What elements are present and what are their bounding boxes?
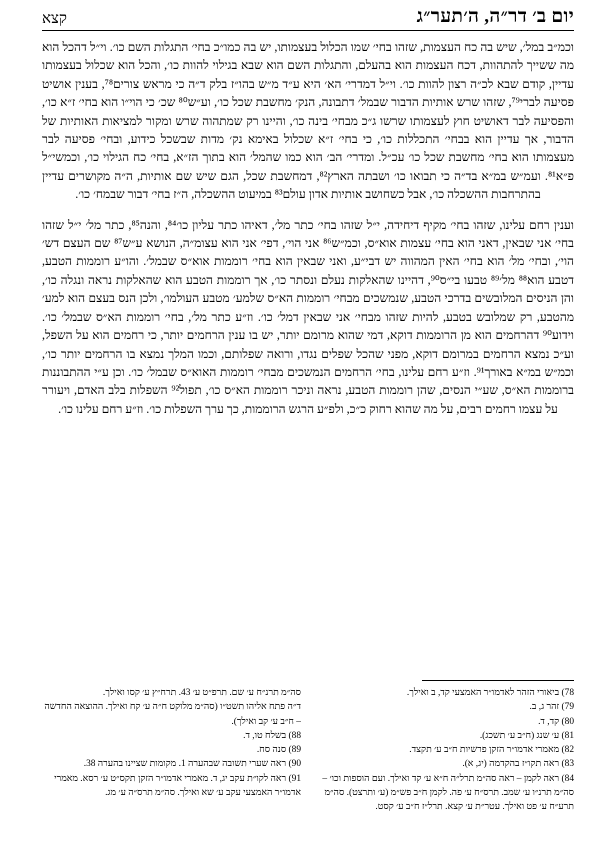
running-header xyxy=(42,4,574,31)
paragraph-1: וכמ״ב במל׳, שיש בה כח העצמות, שזהו בחי׳ שמו הכלול בעצמותו, יש בה כמו״כ בחי׳ התגלות השם כו׳. וי״ל דהכל הוא מה ששייך להתהוות, דכח העצמות הוא בהעלם, והתגלות השם הוא שבא בגילוי להוות כו׳, והכל הוא שכלול בעצמותו עדיין, קודם שבא לכ״ה רצון להוות כו׳. וי״ל דמדרי׳ הא׳ היא ע״ד מ״ש בהו״ז בלק ד״ה כי מראש צורים⁷⁸, בענין אושיט פסיעה לברי⁷⁹, שזהו שרש אותיות הדבור שבמל׳ דתבונה, הנק׳ מחשבת שכל כו׳, וע״ש⁸⁰ שכ׳ כי הוי״ו הוא בחי׳ ז״א כו׳, והפסיעה לבר דאושיט חוץ לעצמותו שרשו ג״כ מבחי׳ בינה כו׳, והיינו רק שמתהוה שרש ומקור למציאות האותיות של הדבור, אך עדיין הוא בבחי׳ התכללות כו׳, כי בחי׳ ז״א שכלול באימא נק׳ מדות שבשכל כידוע, ובחי׳ פסיעה לבר מעצמותו הוא בחי׳ מחשבת שכל כו׳ עכ״ל. ומדרי׳ הב׳ הוא כמו שהמל׳ הוא בתוך הז״א, בחי׳ כח הגילוי כו׳, וכמשי״ל פ״א⁸¹. ועמ״ש במ״א בד״ה כי תבואו כו׳ ושבתה הארץ⁸², דמחשבת שכל, הגם שיש שם אותיות, ה״ה מקושרים עדיין בהתרחבות ההשכלה כו׳, אבל כשחושב אותיות אדון עולם⁸³ במיעוט ההשכלה, ה״ז בחי׳ דבור שבמח׳ כו׳. xyxy=(42,40,575,202)
footnote: 80) קד, ד. xyxy=(538,716,574,727)
footnote: 82) מאמרי אדמו״ר הזקן פרשיות ח״ב ע׳ תקצד. xyxy=(409,745,574,756)
footnote-separator xyxy=(422,680,574,681)
footnotes xyxy=(42,686,574,846)
footnote: 78) ביאורי הזהר לאדמו״ר האמצעי קד, ב ואילך. xyxy=(406,688,574,698)
footnote: 91) ראה לקו״ת עקב יג, ד. מאמרי אדמו״ר הזקן תקס״ט ע׳ רסא. מאמרי אדמו״ר האמצעי עקב ע׳ שא ואילך. סה״מ תרס״ה ע׳ מג. xyxy=(54,773,301,799)
paragraph-2: וענין רחם עלינו, שזהו בחי׳ מקיף דיחידה, י״ל שזהו בחי׳ כתר מל׳, דאיהו כתר עליון כו׳⁸⁴, והנה⁸⁵, כתר מל׳ י״ל שזהו בחי׳ אני שבאין, דאני הוא בחי׳ עצמות אוא״ס, וכמ״ש⁸⁶ אני הוי׳, דפי׳ אני הוא עצומ״ה, הנושא ע״ש⁸⁷ שם העצם דש׳ הוי׳, ובחי׳ מל׳ הוא בחי׳ האין המהווה יש דבי״ע, ואני שבאין הוא בחי׳ רוממות אוא״ס שבמל׳. והו״ע רוממות הטבע, דטבע הוא⁸⁸ מל׳⁸⁹ טבעו בי״ס⁹⁰, דהיינו שהאלקות נעלם ונסתר כו׳, אך רוממות הטבע הוא שהאלקות נראה ונגלה כו׳, והן הניסים המלובשים בדרכי הטבע, שנמשכים מבחי׳ רוממות הא״ס שלמע׳ מטבע העולמו׳, ולכן הנס בעצם הוא למע׳ מהטבע, רק שמלובש בטבע, להיות שזהו מבחי׳ אני שבאין דמל׳ כו׳. וז״ע כתר מל׳, בחי׳ רוממות הא״ס שבמל׳ כו׳. וידוע⁹⁰ דהרחמים הוא מן הרוממות דוקא, דמי שהוא מרומם יותר, יש בו ענין הרחמים יותר, כי רחמים הוא על השפל, וע״כ נמצא הרחמים במרומם דוקא, מפני שהכל שפלים נגדו, ורואה שפלותם, וכמו המלך נמצא בו הרחמים יותר כו׳, וכמ״ש במ״א באורך⁹¹. וז״ע רחם עלינו, בחי׳ הרחמים הנמשכים מבחי׳ רוממות האוא״ס שבמל׳ כו׳. וכן ע״י ההתבוננות ברוממות הא״ס, שע״י הנסים, שהן רוממות הטבע, נראה וניכר רוממות הא״ס כו׳, תפול⁹² השפלות בלב האדם, ויעורר על עצמו רחמים רבים, על מה שהוא רחוק כ״כ, ולפ״ע הרגש הרוממות, כך ערך השפלות כו׳. וז״ע רחם עלינו כו׳. xyxy=(42,217,574,416)
footnote: 89) סנה סח. xyxy=(256,745,301,756)
footnote: סה״מ תרנ״ח ע׳ שם. תרפ״ט ע׳ 43. תרח״ץ ע׳ קסו ואילך. xyxy=(102,688,301,698)
footnote: 83) ראה תקו״ז בהקדמה (יג, א). xyxy=(462,759,574,770)
footnote: 88) בשלח טו, ד. xyxy=(243,730,301,741)
page-number: קצא xyxy=(42,11,67,27)
footnote: 81) ע׳ שנג (ח״ב ע׳ תשכג). xyxy=(479,730,574,741)
page-title: יום ב׳ דר״ה, ה׳תער״ג xyxy=(416,6,574,27)
main-text xyxy=(42,38,574,430)
footnote: 90) ראה שערי תשובה שבהערה 1. מקומות שציינו בהערה 38. xyxy=(83,759,301,770)
footnote: ד״ה פתח אליהו תשט״ו (סה״מ מלוקט ח״ה ע׳ קח ואילך. ההוצאה החדשה – ח״ב ע׳ קב ואילך). xyxy=(44,702,301,727)
footnote: 79) זהר ג, ב. xyxy=(529,702,574,713)
footnote-column-right xyxy=(315,686,574,846)
footnote-column-left xyxy=(42,686,301,846)
footnote: 84) ראה לקמן – ראה סה״מ תרל״ה ח״א ע׳ קד ואילך. ועם הוספות וכו׳ – סה״מ תרנ״ו ע׳ שמב. תרס״ח ע׳ פה. לקמן ח״ב פש״מ (ע׳ ותרצט). סה״מ תרע״ח ע׳ פט ואילך. עטר״ת ע׳ קצא. תרל״ז ח״ב ע׳ קסט. xyxy=(322,773,574,813)
